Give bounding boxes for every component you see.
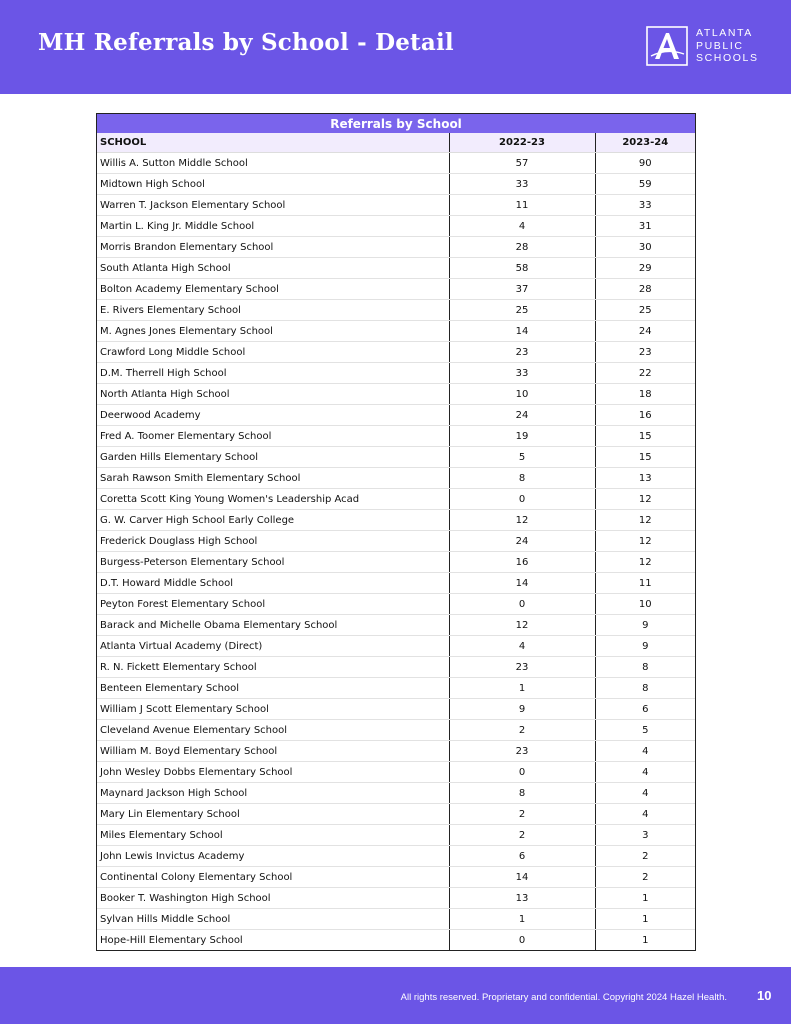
table-row — [97, 552, 695, 573]
page-number: 10 — [757, 988, 772, 1003]
referrals-2023-24-cell: 1 — [642, 934, 649, 946]
school-name-cell: Warren T. Jackson Elementary School — [97, 195, 449, 216]
referrals-2023-24-cell: 12 — [595, 552, 695, 573]
table-row — [97, 510, 695, 531]
referrals-2023-24-cell: 1 — [595, 909, 695, 930]
referrals-2022-23-cell: 24 — [449, 405, 595, 426]
school-name-cell: Maynard Jackson High School — [97, 783, 449, 804]
school-name-cell: Morris Brandon Elementary School — [97, 237, 449, 258]
referrals-2023-24-cell: 12 — [595, 531, 695, 552]
table-row — [97, 699, 695, 720]
referrals-2022-23-cell: 14 — [449, 321, 595, 342]
referrals-2022-23-cell: 4 — [449, 216, 595, 237]
school-name-cell: Bolton Academy Elementary School — [97, 279, 449, 300]
school-name-cell: John Wesley Dobbs Elementary School — [97, 762, 449, 783]
table-row — [97, 762, 695, 783]
referrals-2023-24-cell: 8 — [595, 678, 695, 699]
referrals-2023-24-cell: 18 — [595, 384, 695, 405]
column-header-2023-24: 2023-24 — [595, 133, 695, 153]
referrals-2022-23-cell: 57 — [449, 153, 595, 174]
referrals-2023-24-cell: 22 — [595, 363, 695, 384]
table-row — [97, 909, 695, 930]
table-row — [97, 426, 695, 447]
atlanta-public-schools-logo — [646, 26, 759, 68]
referrals-2022-23-cell: 5 — [449, 447, 595, 468]
table-row — [97, 783, 695, 804]
page-header — [0, 0, 791, 94]
school-name-cell: Deerwood Academy — [97, 405, 449, 426]
referrals-2023-24-cell: 2 — [595, 867, 695, 888]
referrals-2022-23-cell: 6 — [449, 846, 595, 867]
referrals-2022-23-cell: 1 — [449, 678, 595, 699]
school-name-cell: Sylvan Hills Middle School — [97, 909, 449, 930]
referrals-2022-23-cell: 23 — [449, 342, 595, 363]
referrals-2022-23-cell: 1 — [449, 909, 595, 930]
referrals-2022-23-cell: 11 — [449, 195, 595, 216]
referrals-table — [97, 114, 695, 950]
referrals-2022-23-cell: 16 — [449, 552, 595, 573]
referrals-2022-23-cell: 28 — [449, 237, 595, 258]
school-name-cell: Frederick Douglass High School — [97, 531, 449, 552]
school-name-cell: Sarah Rawson Smith Elementary School — [97, 468, 449, 489]
table-row — [97, 279, 695, 300]
table-title-row — [97, 114, 695, 133]
referrals-2023-24-cell: 16 — [595, 405, 695, 426]
copyright-notice: All rights reserved. Proprietary and confidential. Copyright 2024 Hazel Health. — [400, 992, 727, 1003]
referrals-2023-24-cell: 4 — [595, 741, 695, 762]
table-row — [97, 825, 695, 846]
aps-logo-icon — [646, 26, 688, 66]
referrals-2023-24-cell: 12 — [595, 489, 695, 510]
school-name-cell: Willis A. Sutton Middle School — [97, 153, 449, 174]
referrals-2023-24-cell: 29 — [595, 258, 695, 279]
referrals-2022-23-cell: 19 — [449, 426, 595, 447]
referrals-2022-23-cell: 14 — [449, 573, 595, 594]
table-row — [97, 846, 695, 867]
table-row — [97, 342, 695, 363]
referrals-2023-24-cell: 5 — [595, 720, 695, 741]
school-name-cell: R. N. Fickett Elementary School — [97, 657, 449, 678]
logo-wordmark — [696, 27, 759, 65]
table-row — [97, 321, 695, 342]
table-row — [97, 804, 695, 825]
table-row — [97, 174, 695, 195]
table-row — [97, 195, 695, 216]
referrals-2022-23-cell: 23 — [449, 657, 595, 678]
referrals-2023-24-cell: 4 — [595, 804, 695, 825]
school-name-cell: Barack and Michelle Obama Elementary School — [97, 615, 449, 636]
table-row — [97, 300, 695, 321]
school-name-cell: Midtown High School — [97, 174, 449, 195]
table-row — [97, 384, 695, 405]
referrals-2022-23-cell: 12 — [449, 510, 595, 531]
table-row — [97, 888, 695, 909]
logo-line-3: SCHOOLS — [696, 52, 759, 64]
referrals-2023-24-cell: 6 — [595, 699, 695, 720]
referrals-2023-24-cell: 59 — [595, 174, 695, 195]
referrals-2023-24-cell: 30 — [595, 237, 695, 258]
table-row — [97, 741, 695, 762]
referrals-2023-24-cell: 23 — [595, 342, 695, 363]
referrals-2022-23-cell: 25 — [449, 300, 595, 321]
school-name-cell: Benteen Elementary School — [97, 678, 449, 699]
referrals-2023-24-cell: 28 — [595, 279, 695, 300]
referrals-2023-24-cell: 33 — [595, 195, 695, 216]
school-name-cell: Martin L. King Jr. Middle School — [97, 216, 449, 237]
column-header-school: SCHOOL — [97, 133, 449, 153]
referrals-2023-24-cell: 9 — [595, 615, 695, 636]
referrals-2022-23-cell: 24 — [449, 531, 595, 552]
referrals-2023-24-cell: 12 — [595, 510, 695, 531]
school-name-cell: D.T. Howard Middle School — [97, 573, 449, 594]
referrals-2023-24-cell: 1 — [595, 888, 695, 909]
table-row — [97, 468, 695, 489]
table-row — [97, 153, 695, 174]
referrals-2022-23-cell: 4 — [449, 636, 595, 657]
referrals-2023-24-cell: 4 — [595, 783, 695, 804]
school-name-cell: Crawford Long Middle School — [97, 342, 449, 363]
referrals-2023-24-cell: 31 — [595, 216, 695, 237]
school-name-cell: Garden Hills Elementary School — [97, 447, 449, 468]
referrals-2023-24-cell: 25 — [595, 300, 695, 321]
referrals-2022-23-cell: 23 — [449, 741, 595, 762]
referrals-2023-24-cell: 13 — [595, 468, 695, 489]
logo-line-1: ATLANTA — [696, 27, 753, 39]
referrals-2023-24-cell: 15 — [595, 426, 695, 447]
referrals-2022-23-cell: 0 — [449, 594, 595, 615]
school-name-cell: William M. Boyd Elementary School — [97, 741, 449, 762]
referrals-2022-23-cell: 0 — [449, 489, 595, 510]
table-row — [97, 363, 695, 384]
referrals-2022-23-cell: 58 — [449, 258, 595, 279]
referrals-2022-23-cell: 0 — [449, 762, 595, 783]
school-name-cell: Coretta Scott King Young Women's Leadership Acad — [97, 489, 449, 510]
referrals-2023-24-cell: 24 — [595, 321, 695, 342]
referrals-2022-23-cell: 8 — [449, 783, 595, 804]
table-row — [97, 636, 695, 657]
referrals-2022-23-cell: 37 — [449, 279, 595, 300]
table-row — [97, 594, 695, 615]
referrals-2022-23-cell: 10 — [449, 384, 595, 405]
school-name-cell: Peyton Forest Elementary School — [97, 594, 449, 615]
table-row — [97, 405, 695, 426]
table-row — [97, 237, 695, 258]
school-name-cell: Booker T. Washington High School — [97, 888, 449, 909]
referrals-2022-23-cell: 33 — [449, 174, 595, 195]
school-name-cell: M. Agnes Jones Elementary School — [97, 321, 449, 342]
school-name-cell: E. Rivers Elementary School — [97, 300, 449, 321]
table-row — [97, 216, 695, 237]
table-row — [97, 615, 695, 636]
table-row — [97, 258, 695, 279]
referrals-2023-24-cell: 2 — [595, 846, 695, 867]
referrals-2023-24-cell: 11 — [595, 573, 695, 594]
referrals-2022-23-cell: 9 — [449, 699, 595, 720]
referrals-2022-23-cell: 2 — [449, 825, 595, 846]
table-row — [97, 930, 695, 951]
referrals-2022-23-cell: 0 — [449, 930, 595, 951]
table-row — [97, 867, 695, 888]
school-name-cell: Burgess-Peterson Elementary School — [97, 552, 449, 573]
page-footer — [0, 967, 791, 1024]
school-name-cell: D.M. Therrell High School — [97, 363, 449, 384]
table-title: Referrals by School — [97, 114, 695, 133]
logo-line-2: PUBLIC — [696, 39, 744, 52]
school-name-cell: Fred A. Toomer Elementary School — [97, 426, 449, 447]
referrals-2022-23-cell: 2 — [449, 720, 595, 741]
referrals-2022-23-cell: 8 — [449, 468, 595, 489]
school-name-cell: Mary Lin Elementary School — [97, 804, 449, 825]
school-name-cell: Continental Colony Elementary School — [97, 867, 449, 888]
referrals-2022-23-cell: 13 — [449, 888, 595, 909]
school-name-cell: William J Scott Elementary School — [97, 699, 449, 720]
referrals-2022-23-cell: 33 — [449, 363, 595, 384]
referrals-2023-24-cell: 10 — [595, 594, 695, 615]
school-name-cell: John Lewis Invictus Academy — [97, 846, 449, 867]
table-row — [97, 489, 695, 510]
referrals-2023-24-cell: 9 — [595, 636, 695, 657]
school-name-cell: South Atlanta High School — [97, 258, 449, 279]
school-name-cell: Miles Elementary School — [97, 825, 449, 846]
referrals-2023-24-cell: 8 — [595, 657, 695, 678]
school-name-cell: North Atlanta High School — [97, 384, 449, 405]
table-row — [97, 678, 695, 699]
table-row — [97, 657, 695, 678]
referrals-2023-24-cell: 90 — [595, 153, 695, 174]
column-header-row — [97, 133, 695, 153]
referrals-2022-23-cell: 12 — [449, 615, 595, 636]
table-row — [97, 573, 695, 594]
school-name-cell: Cleveland Avenue Elementary School — [97, 720, 449, 741]
school-name-cell: Hope-Hill Elementary School — [97, 930, 449, 951]
referrals-2022-23-cell: 2 — [449, 804, 595, 825]
table-row — [97, 531, 695, 552]
column-header-2022-23: 2022-23 — [449, 133, 595, 153]
table-row — [97, 447, 695, 468]
referrals-table-container — [96, 113, 696, 951]
school-name-cell: G. W. Carver High School Early College — [97, 510, 449, 531]
referrals-2023-24-cell: 3 — [595, 825, 695, 846]
school-name-cell: Atlanta Virtual Academy (Direct) — [97, 636, 449, 657]
referrals-2022-23-cell: 14 — [449, 867, 595, 888]
table-row — [97, 720, 695, 741]
referrals-2023-24-cell: 4 — [595, 762, 695, 783]
page-title: MH Referrals by School - Detail — [38, 29, 454, 56]
referrals-2023-24-cell: 15 — [595, 447, 695, 468]
table-body — [97, 153, 695, 951]
